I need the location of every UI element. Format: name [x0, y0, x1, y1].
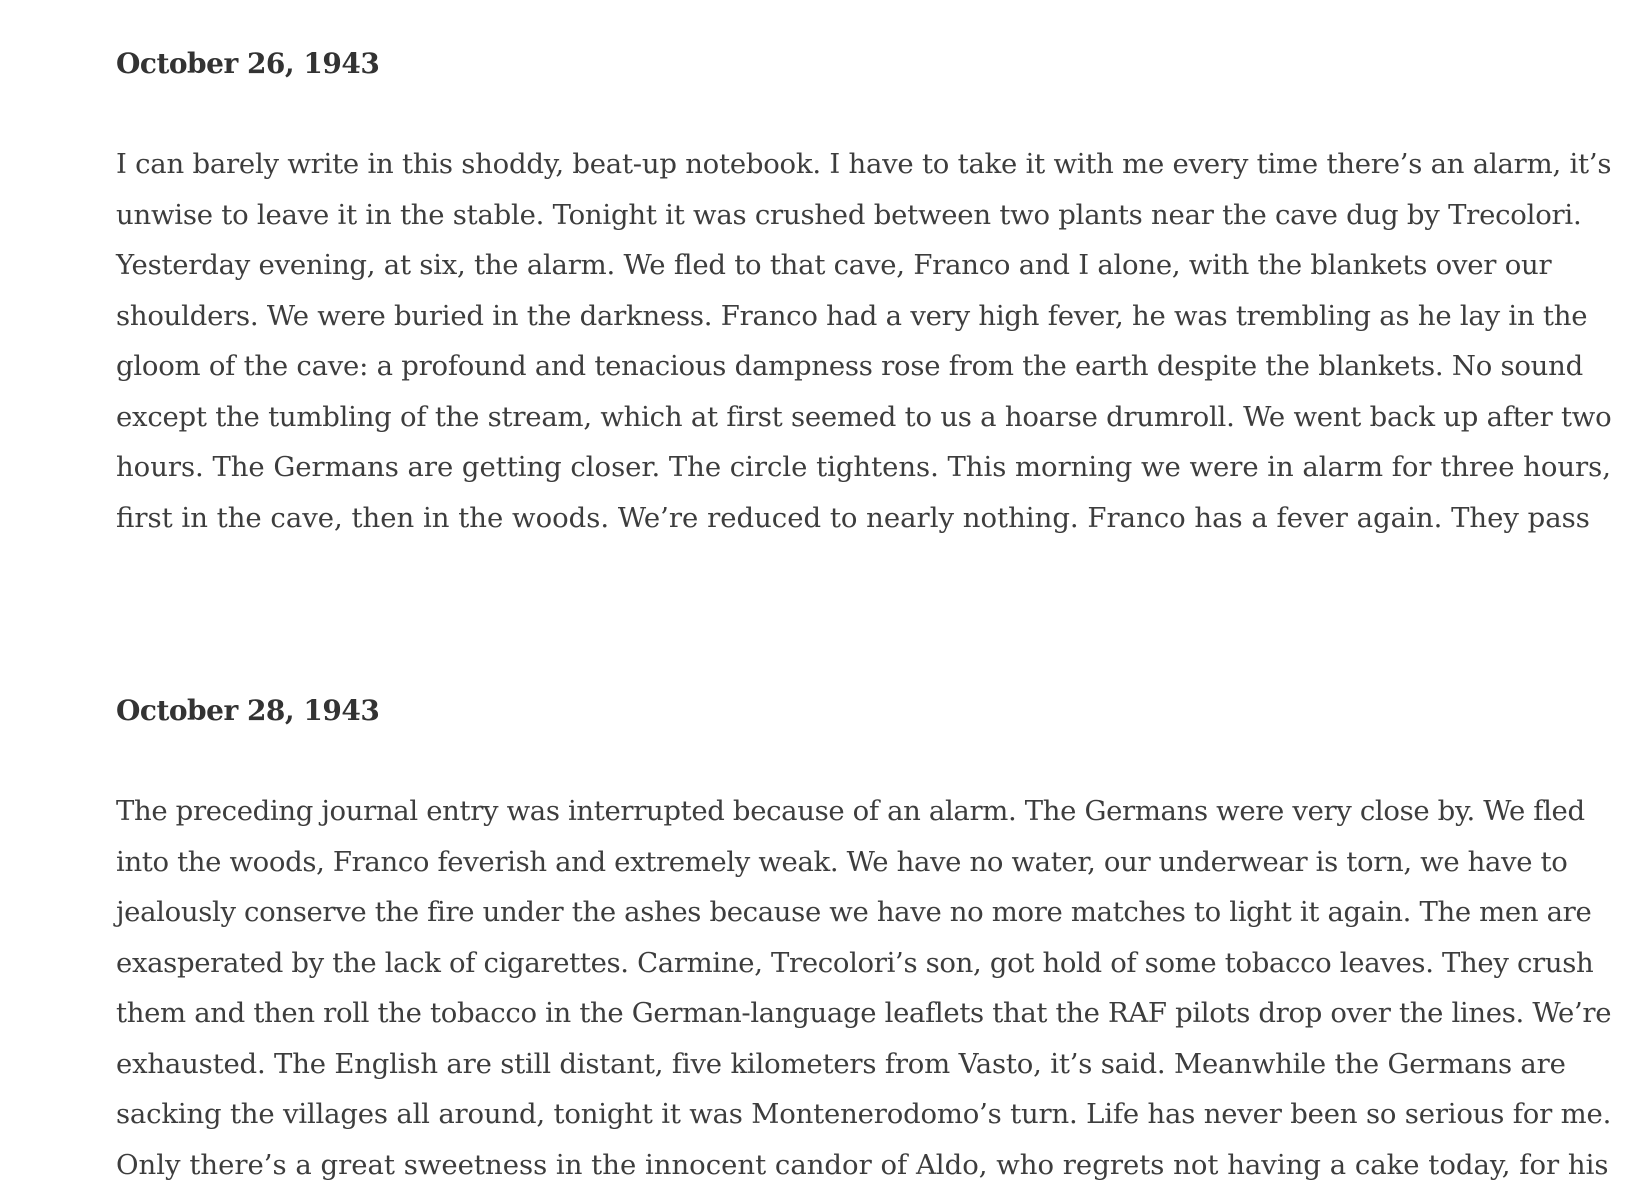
text-line: first in the cave, then in the woods. We’re reduced to nearly nothing. Franco has a fever again. They pass: [116, 501, 1590, 534]
text-line: sacking the villages all around, tonight it was Montenerodomo’s turn. Life has never been so serious for me.: [116, 1098, 1612, 1130]
text-line: gloom of the cave: a profound and tenacious dampness rose from the earth despite the blankets. No sound: [116, 350, 1583, 382]
text-line: into the woods, Franco feverish and extremely weak. We have no water, our underwear is torn, we have to: [116, 845, 1568, 878]
text-line: Only there’s a great sweetness in the innocent candor of Aldo, who regrets not having a cake today, for his: [116, 1148, 1609, 1181]
entry-text: [116, 139, 1611, 543]
text-line: I can barely write in this shoddy, beat-up notebook. I have to take it with me every time there’s an alarm, it’s: [116, 148, 1612, 180]
text-line: Yesterday evening, at six, the alarm. We fled to that cave, Franco and I alone, with the blankets over our: [116, 249, 1552, 281]
text-line: exasperated by the lack of cigarettes. Carmine, Trecolori’s son, got hold of some tobacco leaves. They crush: [116, 946, 1594, 979]
text-line: them and then roll the tobacco in the German-language leaflets that the RAF pilots drop over the lines. We’re: [116, 997, 1612, 1029]
text-line: hours. The Germans are getting closer. The circle tightens. This morning we were in alarm for three hours,: [116, 451, 1611, 483]
text-line: exhausted. The English are still distant, five kilometers from Vasto, it’s said. Meanwhile the Germans are: [116, 1047, 1566, 1080]
text-line: The preceding journal entry was interrupted because of an alarm. The Germans were very close by. We fled: [116, 795, 1585, 827]
text-line: jealously conserve the fire under the ashes because we have no more matches to light it again. The men are: [116, 896, 1592, 928]
entry-date: October 26, 1943: [116, 47, 380, 80]
text-line: except the tumbling of the stream, which at first seemed to us a hoarse drumroll. We went back up after two: [116, 400, 1612, 433]
text-line: shoulders. We were buried in the darkness. Franco had a very high fever, he was trembling as he lay in the: [116, 299, 1588, 332]
entry-text: [116, 786, 1611, 1190]
text-line: unwise to leave it in the stable. Tonight it was crushed between two plants near the cave dug by Trecolori.: [116, 198, 1582, 231]
entry-date: October 28, 1943: [116, 694, 380, 727]
